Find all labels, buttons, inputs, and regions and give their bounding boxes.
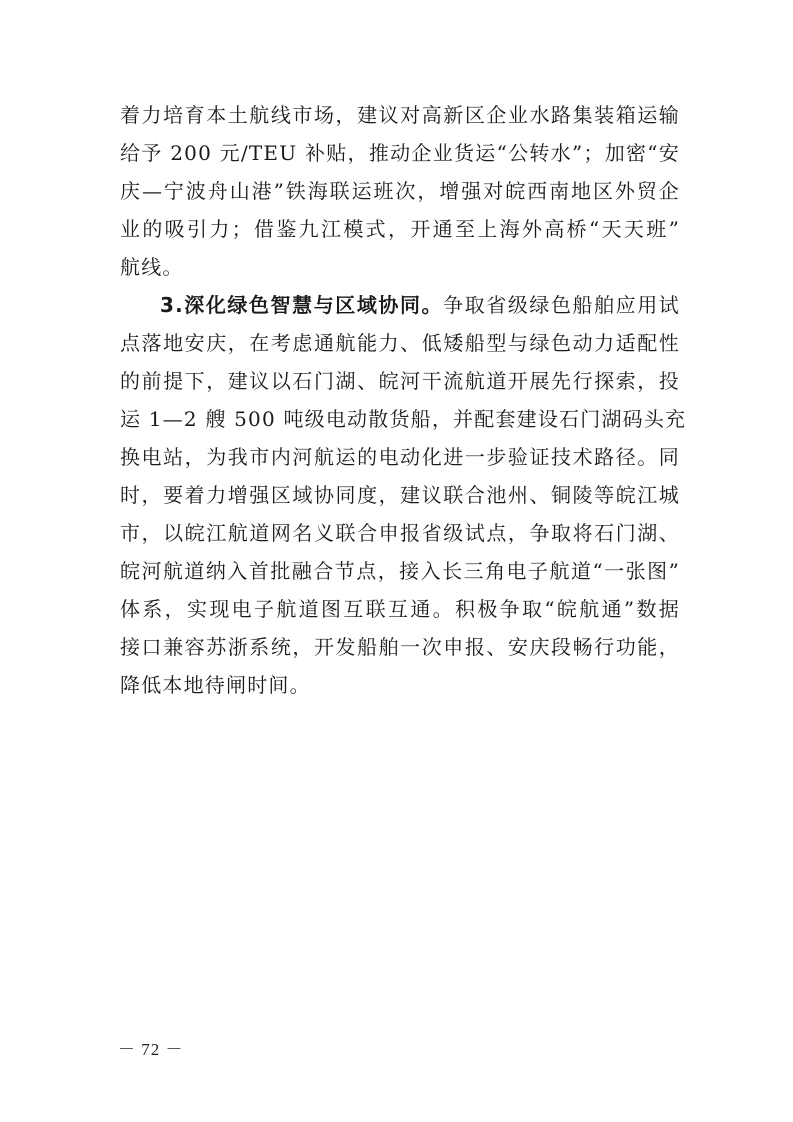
- text-line: 着力培育本土航线市场，建议对高新区企业水路集装箱运输: [120, 103, 680, 127]
- document-body: [120, 96, 687, 704]
- text-line: 点落地安庆，在考虑通航能力、低矮船型与绿色动力适配性: [120, 331, 680, 355]
- text-line: 换电站，为我市内河航运的电动化进一步验证技术路径。同: [120, 445, 680, 469]
- text-line: 航线。: [120, 255, 184, 279]
- text-line: 体系，实现电子航道图互联互通。积极争取“皖航通”数据: [120, 597, 680, 621]
- text-line: 运 1—2 艘 500 吨级电动散货船，并配套建设石门湖码头充: [120, 407, 687, 431]
- section-heading: 3.深化绿色智慧与区域协同。: [160, 293, 444, 317]
- text-line: 的前提下，建议以石门湖、皖河干流航道开展先行探索，投: [120, 369, 680, 393]
- text-line: 接口兼容苏浙系统，开发船舶一次申报、安庆段畅行功能，: [120, 635, 680, 659]
- text-line: 皖河航道纳入首批融合节点，接入长三角电子航道“一张图”: [120, 559, 680, 583]
- paragraph-first-line: [120, 286, 680, 324]
- text-segment: 争取省级绿色船舶应用试: [443, 293, 680, 317]
- text-line: 庆—宁波舟山港”铁海联运班次，增强对皖西南地区外贸企: [120, 179, 680, 203]
- page-number: － 72 －: [118, 1040, 184, 1059]
- text-line: 给予 200 元/TEU 补贴，推动企业货运“公转水”；加密“安: [120, 141, 680, 165]
- paragraph-market-routes: [120, 96, 680, 286]
- text-line: 业的吸引力；借鉴九江模式，开通至上海外高桥“天天班”: [120, 217, 680, 241]
- text-line: 降低本地待闸时间。: [120, 673, 311, 697]
- text-line: 市，以皖江航道网名义联合申报省级试点，争取将石门湖、: [120, 521, 680, 545]
- text-line: 时，要着力增强区域协同度，建议联合池州、铜陵等皖江城: [120, 483, 680, 507]
- paragraph-green-smart-coordination: [120, 286, 687, 704]
